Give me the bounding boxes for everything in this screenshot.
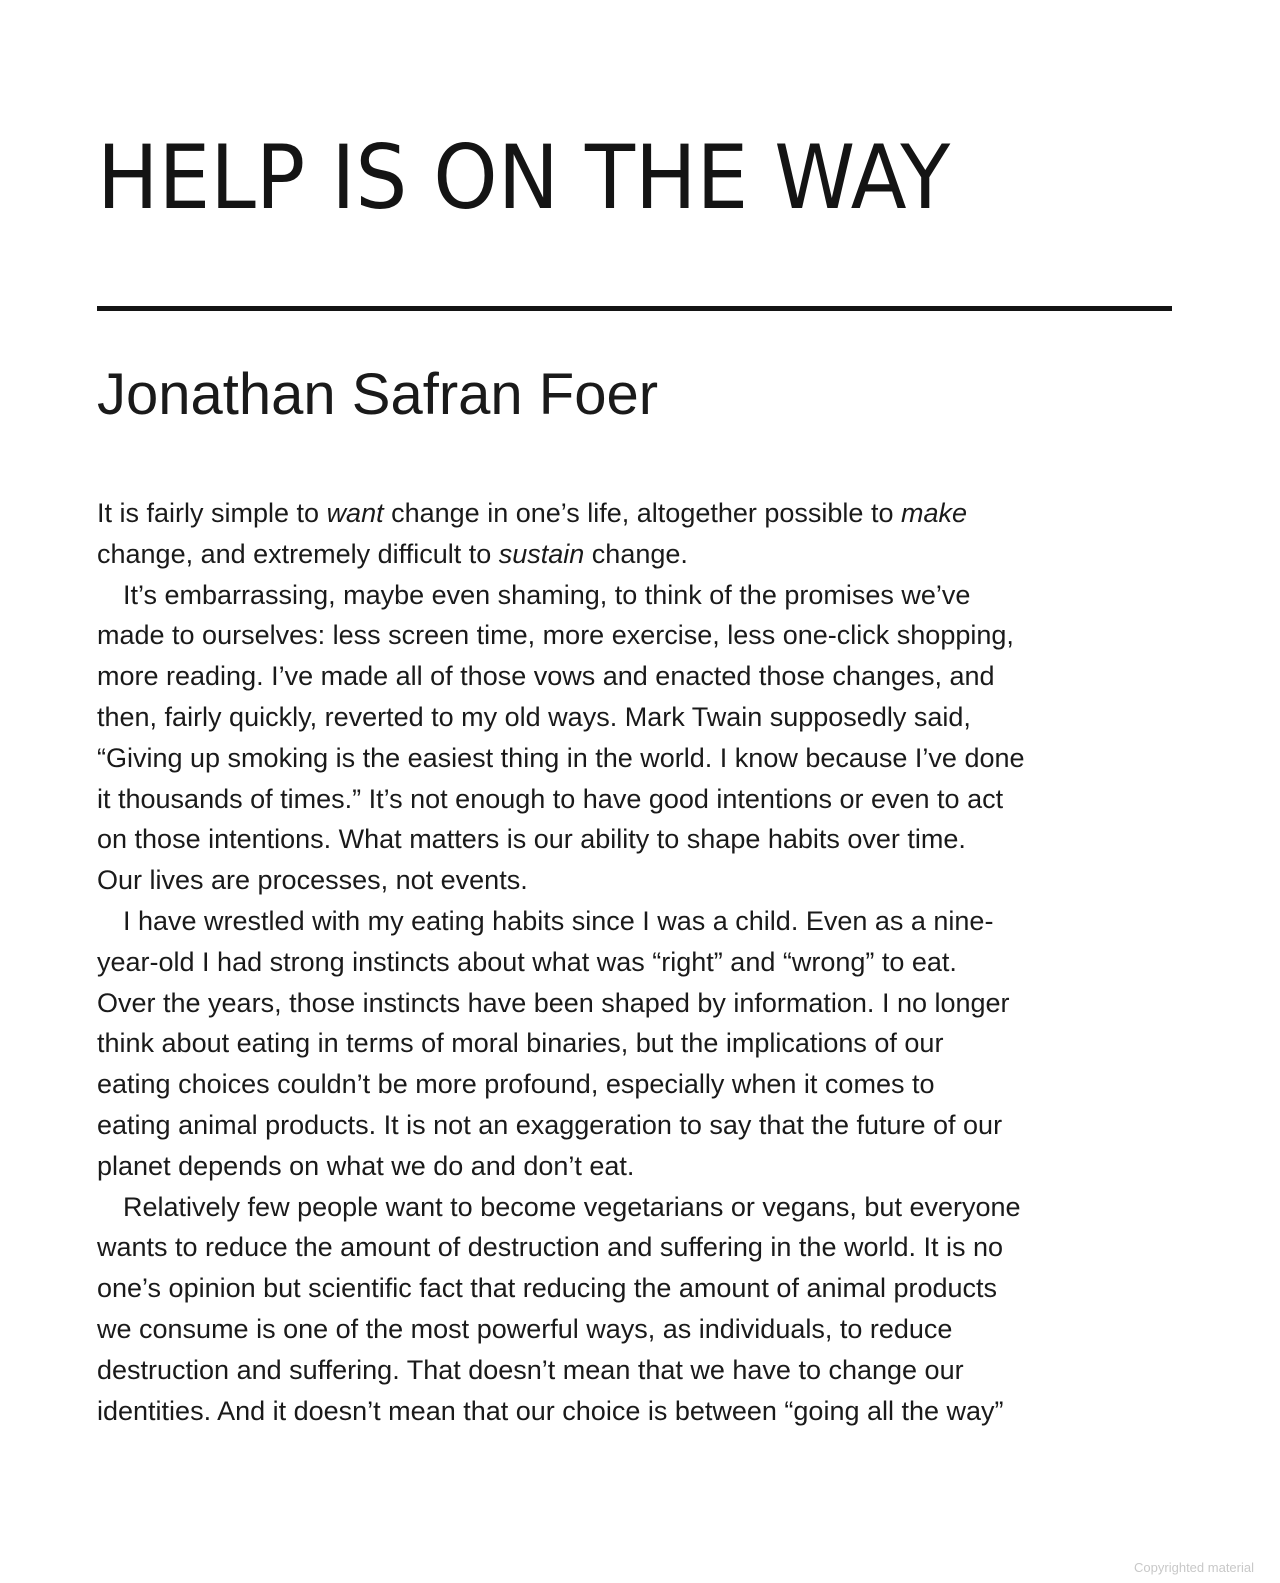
author-name: Jonathan Safran Foer: [97, 362, 659, 427]
text-segment: planet depends on what we do and don’t eat.: [97, 1150, 635, 1181]
text-line: [97, 1187, 1172, 1228]
emphasis-text: want: [326, 498, 384, 528]
text-segment: one’s opinion but scientific fact that reducing the amount of animal products: [97, 1273, 998, 1304]
text-line: [97, 1064, 1172, 1105]
text-line: [97, 860, 1172, 901]
text-line: [97, 983, 1172, 1024]
text-line: [97, 1146, 1172, 1187]
text-line: [97, 738, 1172, 779]
text-segment: change, and extremely difficult to: [97, 538, 499, 569]
chapter-title: HELP IS ON THE WAY: [97, 126, 951, 229]
text-line: [97, 1227, 1172, 1268]
text-line: [97, 819, 1172, 860]
text-segment: Over the years, those instincts have been shaped by information. I no longer: [97, 987, 1010, 1018]
text-segment: eating choices couldn’t be more profound, especially when it comes to: [97, 1069, 935, 1100]
text-segment: change.: [584, 538, 688, 569]
text-segment: think about eating in terms of moral binaries, but the implications of our: [97, 1028, 944, 1059]
text-line: [97, 697, 1172, 738]
text-segment: Relatively few people want to become vegetarians or vegans, but everyone: [123, 1191, 1021, 1222]
text-segment: we consume is one of the most powerful ways, as individuals, to reduce: [97, 1313, 953, 1344]
text-segment: It is fairly simple to: [97, 498, 327, 528]
text-line: [97, 1023, 1172, 1064]
text-segment: eating animal products. It is not an exaggeration to say that the future of our: [97, 1109, 1003, 1140]
text-line: [97, 901, 1172, 942]
text-segment: I have wrestled with my eating habits since I was a child. Even as a nine-: [123, 905, 994, 936]
text-line: [97, 1268, 1172, 1309]
text-line: [97, 656, 1172, 697]
text-line: [97, 942, 1172, 983]
text-segment: “Giving up smoking is the easiest thing in the world. I know because I’ve done: [97, 742, 1025, 773]
text-segment: destruction and suffering. That doesn’t mean that we have to change our: [97, 1354, 964, 1385]
text-segment: it thousands of times.” It’s not enough to have good intentions or even to act: [97, 783, 1004, 814]
text-line: [97, 1350, 1172, 1391]
text-segment: Our lives are processes, not events.: [97, 865, 528, 896]
text-line: [97, 1309, 1172, 1350]
text-segment: change in one’s life, altogether possible to: [383, 498, 901, 528]
text-line: [97, 779, 1172, 820]
text-segment: It’s embarrassing, maybe even shaming, to think of the promises we’ve: [123, 579, 971, 610]
text-line: [97, 1105, 1172, 1146]
body-text: [97, 493, 1172, 1431]
text-segment: identities. And it doesn’t mean that our choice is between “going all the way”: [97, 1395, 1004, 1426]
text-segment: made to ourselves: less screen time, more exercise, less one-click shopping,: [97, 620, 1014, 651]
text-segment: on those intentions. What matters is our ability to shape habits over time.: [97, 824, 966, 855]
emphasis-text: make: [900, 498, 967, 528]
text-line: [97, 1391, 1172, 1432]
text-line: [97, 615, 1172, 656]
copyright-notice: Copyrighted material: [1134, 1560, 1254, 1575]
text-segment: more reading. I’ve made all of those vows and enacted those changes, and: [97, 661, 995, 692]
title-divider: [97, 306, 1172, 311]
emphasis-text: sustain: [498, 538, 585, 569]
text-line: [97, 493, 1172, 534]
text-segment: then, fairly quickly, reverted to my old ways. Mark Twain supposedly said,: [97, 701, 971, 732]
text-line: [97, 534, 1172, 575]
text-line: [97, 575, 1172, 616]
text-segment: year-old I had strong instincts about what was “right” and “wrong” to eat.: [97, 946, 957, 977]
text-segment: wants to reduce the amount of destruction and suffering in the world. It is no: [97, 1232, 1004, 1263]
